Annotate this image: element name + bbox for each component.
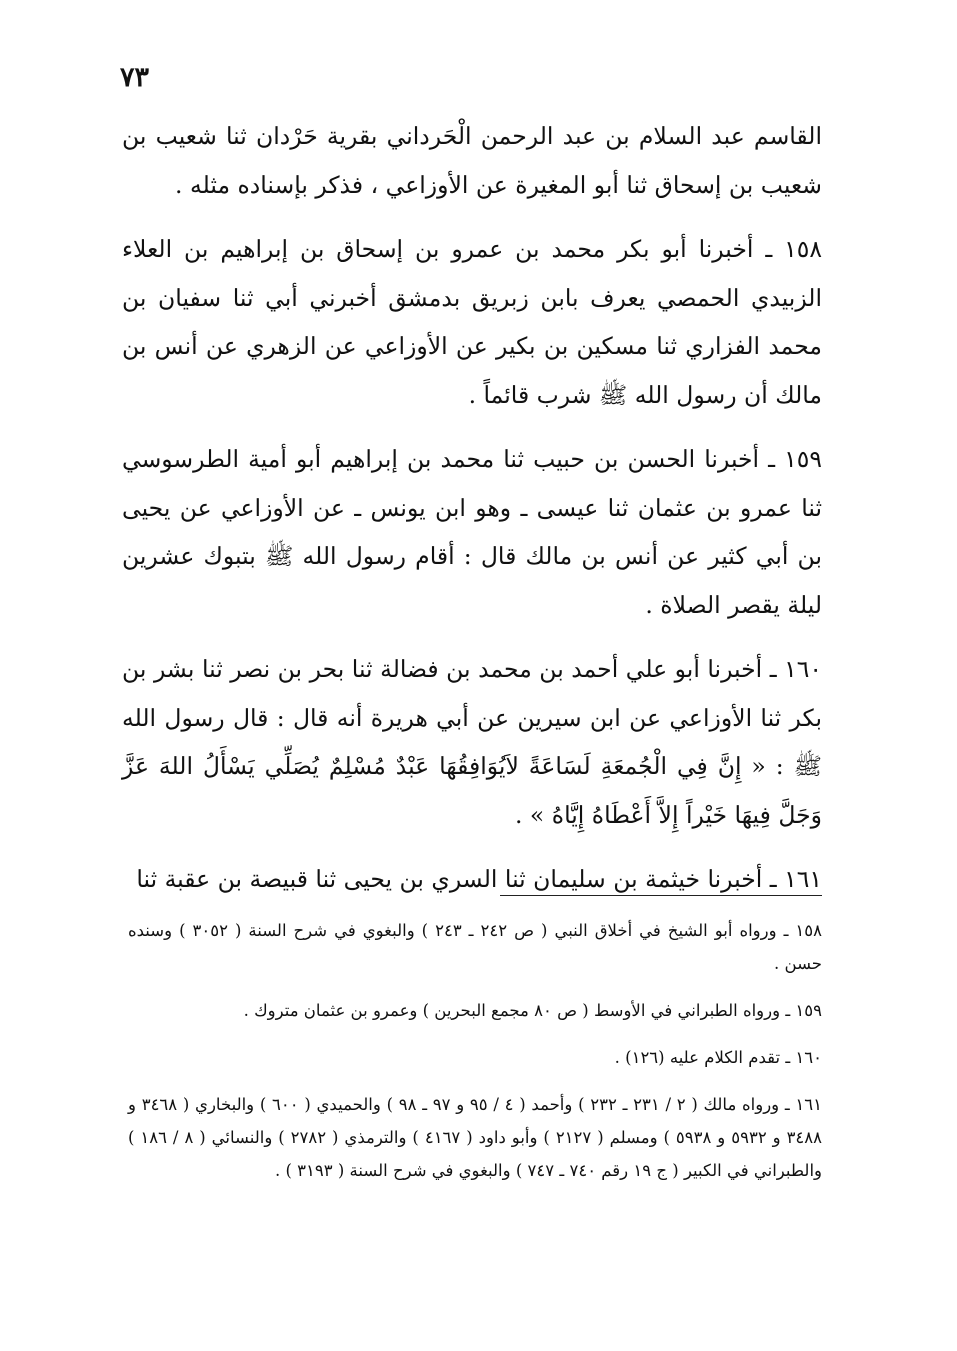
footnote-divider: [500, 895, 822, 896]
paragraph-161: ١٦١ ـ أخبرنا خيثمة بن سليمان ثنا السري بن يحيى ثنا قبيصة بن عقبة ثنا: [136, 865, 822, 893]
footnotes: [128, 914, 822, 1199]
page-number: ٧٣: [119, 62, 149, 93]
footnote-160: ١٦٠ ـ تقدم الكلام عليه (١٢٦) .: [614, 1048, 822, 1067]
footnote-159: ١٥٩ ـ ورواه الطبراني في الأوسط ( ص ٨٠ مجمع البحرين ) وعمرو بن عثمان متروك .: [243, 1001, 822, 1020]
paragraph-158: ١٥٨ ـ أخبرنا أبو بكر محمد بن عمرو بن إسحاق بن إبراهيم بن العلاء الزبيدي الحمصي يعرف بابن زبريق بدمشق أخبرني أبي ثنا سفيان بن محمد الفزاري ثنا مسكين بن بكير عن الأوزاعي عن الزهري عن أنس بن مالك أن رسول الله ﷺ شرب قائماً .: [122, 235, 822, 409]
footnote-158: ١٥٨ ـ ورواه أبو الشيخ في أخلاق النبي ( ص ٢٤٢ ـ ٢٤٣ ) والبغوي في شرح السنة ( ٣٠٥٢ ) وسنده حسن .: [128, 921, 822, 973]
paragraph-159: ١٥٩ ـ أخبرنا الحسن بن حبيب ثنا محمد بن إبراهيم أبو أمية الطرسوسي ثنا عمرو بن عثمان ثنا عيسى ـ وهو ابن يونس ـ عن الأوزاعي عن يحيى بن أبي كثير عن أنس بن مالك قال : أقام رسول الله ﷺ بتبوك عشرين ليلة يقصر الصلاة .: [122, 445, 822, 619]
main-text: [122, 112, 822, 920]
paragraph-continuation: القاسم عبد السلام بن عبد الرحمن الْحَرداني بقرية حَرْدان ثنا شعيب بن شعيب بن إسحاق ثنا أبو المغيرة عن الأوزاعي ، فذكر بإسناده مثله .: [122, 122, 822, 199]
footnote-161: ١٦١ ـ ورواه مالك ( ٢ / ٢٣١ ـ ٢٣٢ ) وأحمد ( ٤ / ٩٥ و ٩٧ ـ ٩٨ ) والحميدي ( ٦٠٠ ) والبخاري ( ٣٤٦٨ و ٣٤٨٨ و ٥٩٣٢ و ٥٩٣٨ ) ومسلم ( ٢١٢٧ ) وأبو داود ( ٤١٦٧ ) والترمذي ( ٢٧٨٢ ) والنسائي ( ٨ / ١٨٦ ) والطبراني في الكبير ( ج ١٩ رقم ٧٤٠ ـ ٧٤٧ ) والبغوي في شرح السنة ( ٣١٩٣ ) .: [128, 1095, 823, 1180]
paragraph-160: ١٦٠ ـ أخبرنا أبو علي أحمد بن محمد بن فضالة ثنا بحر بن نصر ثنا بشر بن بكر ثنا الأوزاعي عن ابن سيرين عن أبي هريرة أنه قال : قال رسول الله ﷺ : « إِنَّ فِي الْجُمعَةِ لَسَاعَةً لاَيُوَافِقُهَا عَبْدٌ مُسْلِمٌ يُصَلِّي يَسْأَلُ اللهَ عَزَّ وَجَلَّ فِيهَا خَيْراً إِلاَّ أَعْطَاهُ إِيَّاهُ » .: [122, 655, 822, 829]
